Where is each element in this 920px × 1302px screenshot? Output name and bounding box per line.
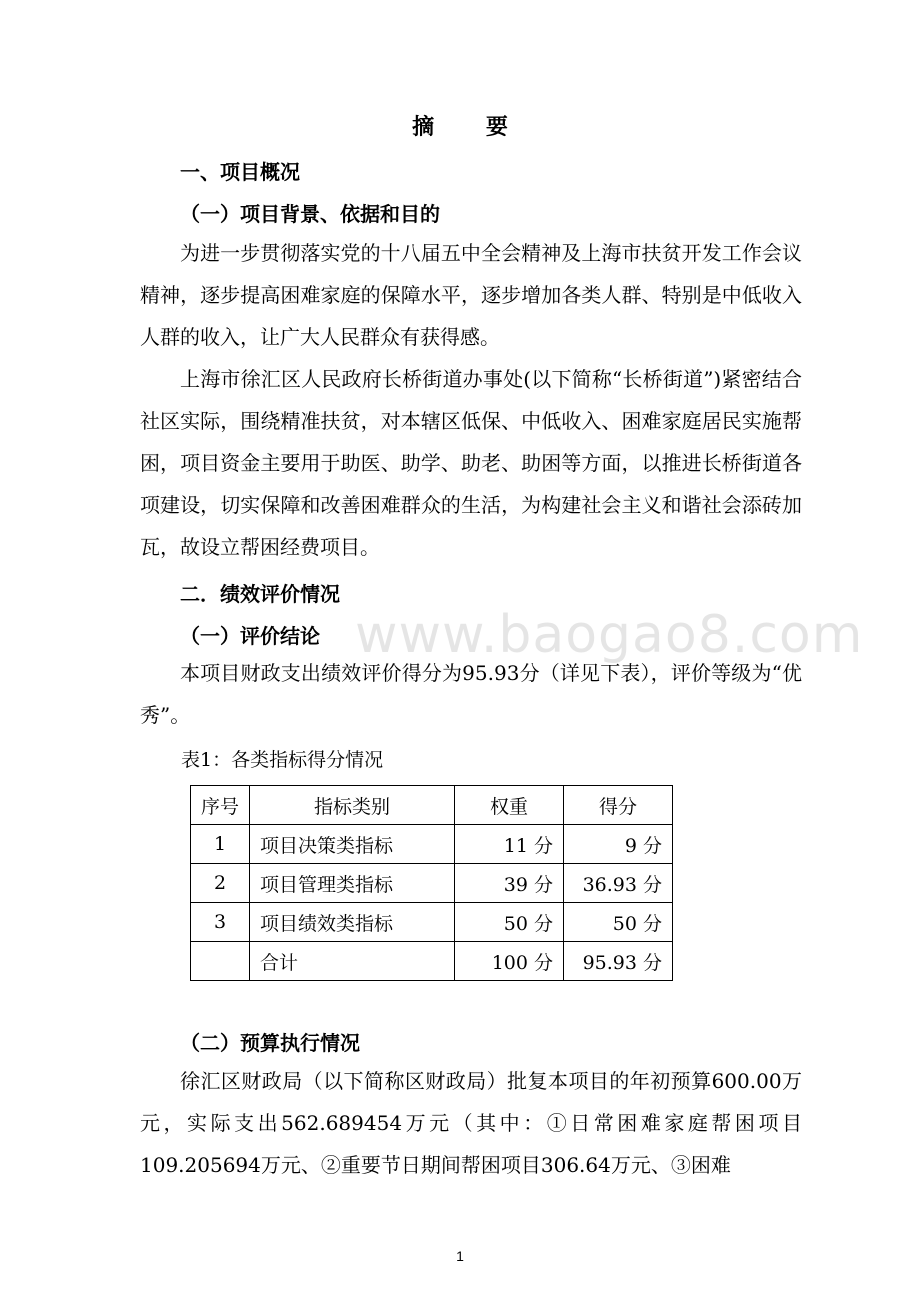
header-cell: 权重 <box>455 786 564 825</box>
table-cell: 39 分 <box>455 864 564 903</box>
table-cell: 95.93 分 <box>564 942 673 981</box>
table-cell: 项目绩效类指标 <box>250 903 455 942</box>
header-cell: 得分 <box>564 786 673 825</box>
table-header-row <box>191 786 673 825</box>
section-2-paragraph-2: 徐汇区财政局（以下简称区财政局）批复本项目的年初预算600.00万元，实际支出562.689454万元（其中：①日常困难家庭帮困项目109.205694万元、②重要节日期间帮困项目306.64万元、③困难 <box>140 1069 802 1177</box>
table-cell: 50 分 <box>455 903 564 942</box>
table-cell: 合计 <box>250 942 455 981</box>
section-2-heading: 二．绩效评价情况 <box>180 582 340 606</box>
table-cell <box>191 942 250 981</box>
section-1-sub-1-heading: （一）项目背景、依据和目的 <box>180 202 440 226</box>
table-cell: 项目管理类指标 <box>250 864 455 903</box>
table-row <box>191 864 673 903</box>
table-cell: 9 分 <box>564 825 673 864</box>
section-2-sub-2-heading: （二）预算执行情况 <box>180 1031 360 1055</box>
page-number: 1 <box>456 1248 464 1264</box>
table-cell: 100 分 <box>455 942 564 981</box>
header-cell: 序号 <box>191 786 250 825</box>
table-row <box>191 825 673 864</box>
table-cell: 项目决策类指标 <box>250 825 455 864</box>
table-cell: 50 分 <box>564 903 673 942</box>
table-cell: 2 <box>191 864 250 903</box>
header-cell: 指标类别 <box>250 786 455 825</box>
section-1-paragraph-1: 为进一步贯彻落实党的十八届五中全会精神及上海市扶贫开发工作会议精神，逐步提高困难家庭的保障水平，逐步增加各类人群、特别是中低收入人群的收入，让广大人民群众有获得感。 <box>140 241 802 349</box>
score-table <box>190 785 673 981</box>
table-cell: 3 <box>191 903 250 942</box>
table-cell: 36.93 分 <box>564 864 673 903</box>
table-row <box>191 903 673 942</box>
section-1-paragraph-2: 上海市徐汇区人民政府长桥街道办事处(以下简称“长桥街道”)紧密结合社区实际，围绕精准扶贫，对本辖区低保、中低收入、困难家庭居民实施帮困，项目资金主要用于助医、助学、助老、助困等方面，以推进长桥街道各项建设，切实保障和改善困难群众的生活，为构建社会主义和谐社会添砖加瓦，故设立帮困经费项目。 <box>140 367 802 559</box>
section-1-heading: 一、项目概况 <box>180 160 300 184</box>
table-caption: 表1：各类指标得分情况 <box>181 749 384 771</box>
table-total-row <box>191 942 673 981</box>
table-cell: 1 <box>191 825 250 864</box>
section-2-paragraph-1: 本项目财政支出绩效评价得分为95.93分（详见下表），评价等级为“优秀”。 <box>140 661 802 727</box>
watermark: www.baogao8.com <box>355 605 864 665</box>
page-title: 摘 要 <box>412 115 530 140</box>
section-2-sub-1-heading: （一）评价结论 <box>180 624 320 648</box>
table-cell: 11 分 <box>455 825 564 864</box>
